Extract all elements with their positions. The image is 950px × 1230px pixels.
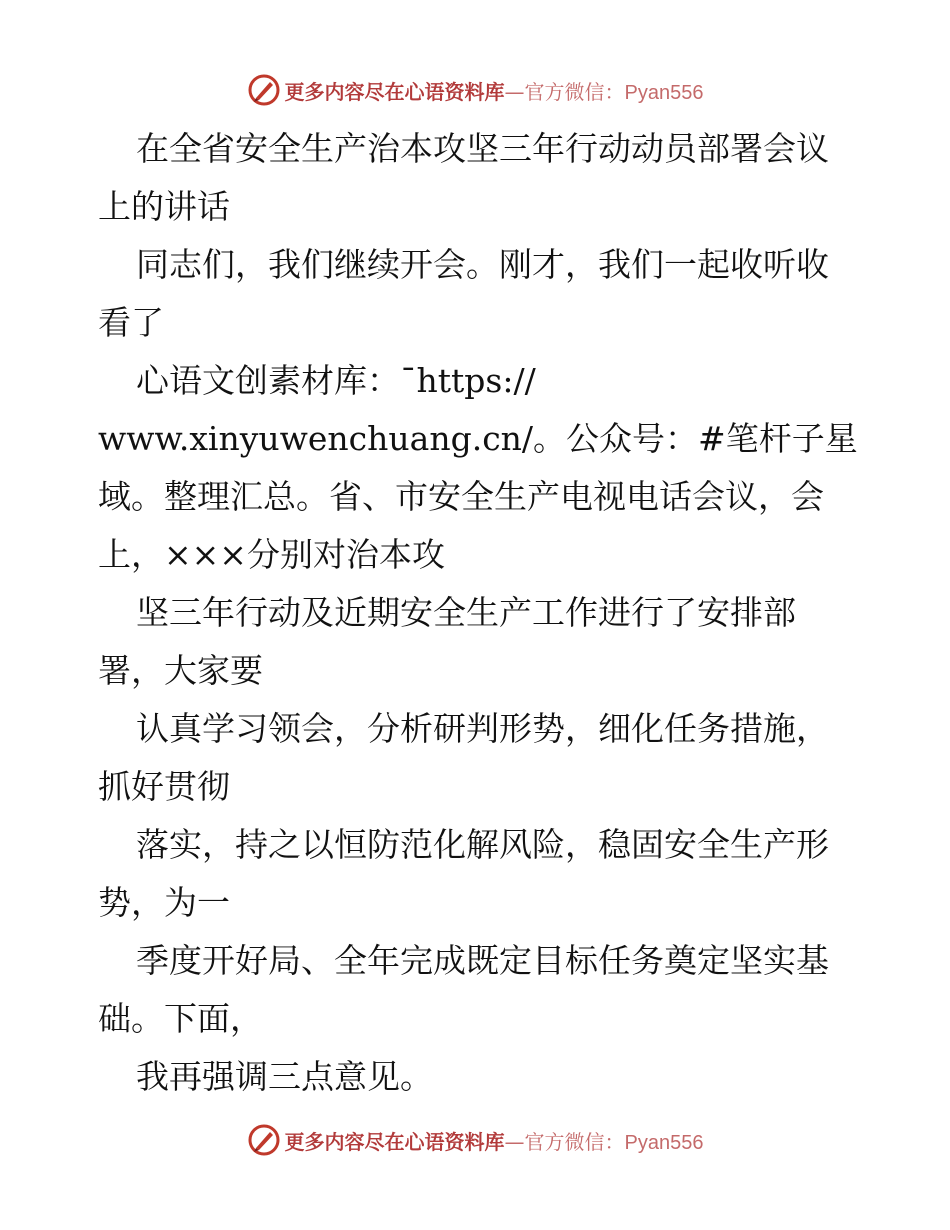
- doc-line-10: 署，大家要: [98, 651, 263, 690]
- doc-line-8: 上，×××分别对治本攻: [98, 535, 445, 574]
- doc-line-5: 心语文创素材库：¯https://: [136, 361, 536, 400]
- doc-line-11: 认真学习领会，分析研判形势，细化任务措施，: [136, 709, 829, 748]
- pen-logo-icon: [247, 1123, 281, 1157]
- footer-banner-text: 更多内容尽在心语资料库—官方微信：Pyan556: [284, 1129, 704, 1154]
- doc-line-15: 季度开好局、全年完成既定目标任务奠定坚实基: [136, 941, 829, 980]
- doc-line-12: 抓好贯彻: [98, 767, 230, 806]
- header-watermark-banner: [0, 70, 950, 110]
- doc-line-17: 我再强调三点意见。: [136, 1057, 433, 1096]
- doc-line-1: 在全省安全生产治本攻坚三年行动动员部署会议: [136, 129, 829, 168]
- doc-line-7: 域。整理汇总。省、市安全生产电视电话会议，会: [98, 477, 824, 516]
- header-banner-text: 更多内容尽在心语资料库—官方微信：Pyan556: [284, 79, 704, 104]
- doc-line-16: 础。下面，: [98, 999, 263, 1038]
- doc-line-4: 看了: [98, 303, 164, 342]
- doc-line-6: www.xinyuwenchuang.cn/。公众号：#笔杆子星: [98, 419, 858, 458]
- doc-line-9: 坚三年行动及近期安全生产工作进行了安排部: [136, 593, 796, 632]
- doc-line-3: 同志们，我们继续开会。刚才，我们一起收听收: [136, 245, 829, 284]
- doc-line-2: 上的讲话: [98, 187, 230, 226]
- pen-logo-icon: [247, 73, 281, 107]
- footer-watermark-banner: [0, 1120, 950, 1160]
- doc-line-13: 落实，持之以恒防范化解风险，稳固安全生产形: [136, 825, 829, 864]
- doc-line-14: 势，为一: [98, 883, 230, 922]
